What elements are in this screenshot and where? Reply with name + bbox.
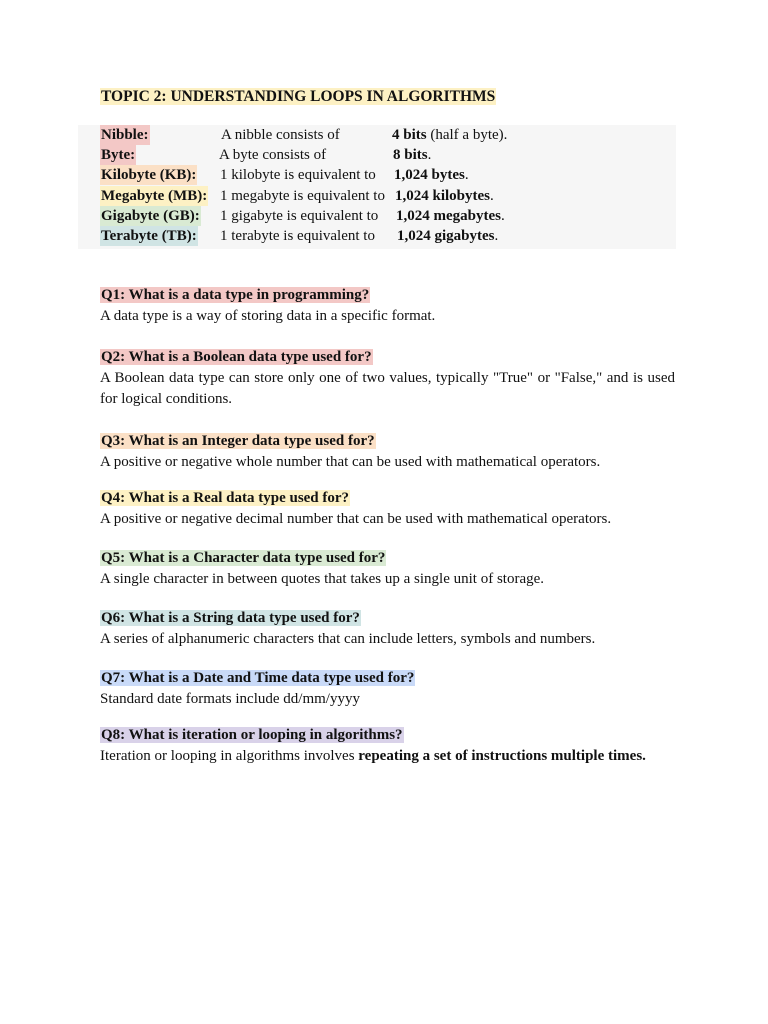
- unit-value: 4 bits (half a byte).: [392, 127, 508, 143]
- question-heading: Q3: What is an Integer data type used for?: [101, 433, 375, 449]
- question-heading: Q2: What is a Boolean data type used for?: [101, 349, 372, 365]
- unit-value: 1,024 kilobytes.: [395, 188, 494, 204]
- unit-name: Kilobyte (KB):: [101, 167, 197, 183]
- qa-block-5: [100, 548, 675, 590]
- unit-description: 1 gigabyte is equivalent to: [220, 208, 379, 224]
- answer-text: A series of alphanumeric characters that can include letters, symbols and numbers.: [100, 631, 596, 647]
- unit-description: A byte consists of: [219, 147, 327, 163]
- question-heading: Q4: What is a Real data type used for?: [101, 490, 350, 506]
- qa-block-7: [100, 668, 675, 710]
- unit-name: Terabyte (TB):: [101, 228, 197, 244]
- question-heading: Q5: What is a Character data type used for?: [101, 550, 386, 566]
- unit-value: 1,024 bytes.: [394, 167, 469, 183]
- page-title: TOPIC 2: UNDERSTANDING LOOPS IN ALGORITHMS: [101, 88, 496, 105]
- unit-description: A nibble consists of: [221, 127, 340, 143]
- qa-block-4: [100, 488, 675, 530]
- data-units-table: [78, 125, 676, 249]
- qa-block-6: [100, 608, 675, 650]
- answer-text: A positive or negative decimal number that can be used with mathematical operators.: [100, 511, 612, 527]
- answer-text: A Boolean data type can store only one of two values, typically "True" or "False," and is used for logical conditions.: [100, 370, 675, 407]
- answer-text: A data type is a way of storing data in a specific format.: [100, 308, 436, 324]
- unit-description: 1 terabyte is equivalent to: [220, 228, 375, 244]
- qa-block-3: [100, 431, 675, 473]
- unit-value: 8 bits.: [393, 147, 432, 163]
- answer-text: A positive or negative whole number that can be used with mathematical operators.: [100, 454, 601, 470]
- qa-block-8: [100, 725, 675, 767]
- answer-text: A single character in between quotes that takes up a single unit of storage.: [100, 571, 545, 587]
- question-heading: Q7: What is a Date and Time data type used for?: [101, 670, 415, 686]
- qa-block-1: [100, 285, 675, 327]
- answer-text: Iteration or looping in algorithms involves repeating a set of instructions multiple times.: [100, 748, 646, 764]
- qa-block-2: [100, 347, 675, 410]
- question-heading: Q6: What is a String data type used for?: [101, 610, 360, 626]
- question-heading: Q1: What is a data type in programming?: [101, 287, 370, 303]
- question-heading: Q8: What is iteration or looping in algorithms?: [101, 727, 403, 743]
- unit-description: 1 kilobyte is equivalent to: [220, 167, 376, 183]
- answer-text: Standard date formats include dd/mm/yyyy: [100, 691, 360, 707]
- unit-name: Byte:: [101, 147, 136, 163]
- unit-value: 1,024 megabytes.: [396, 208, 505, 224]
- unit-name: Megabyte (MB):: [101, 188, 208, 204]
- unit-value: 1,024 gigabytes.: [397, 228, 499, 244]
- unit-name: Gigabyte (GB):: [101, 208, 200, 224]
- unit-description: 1 megabyte is equivalent to: [220, 188, 385, 204]
- unit-name: Nibble:: [101, 127, 149, 143]
